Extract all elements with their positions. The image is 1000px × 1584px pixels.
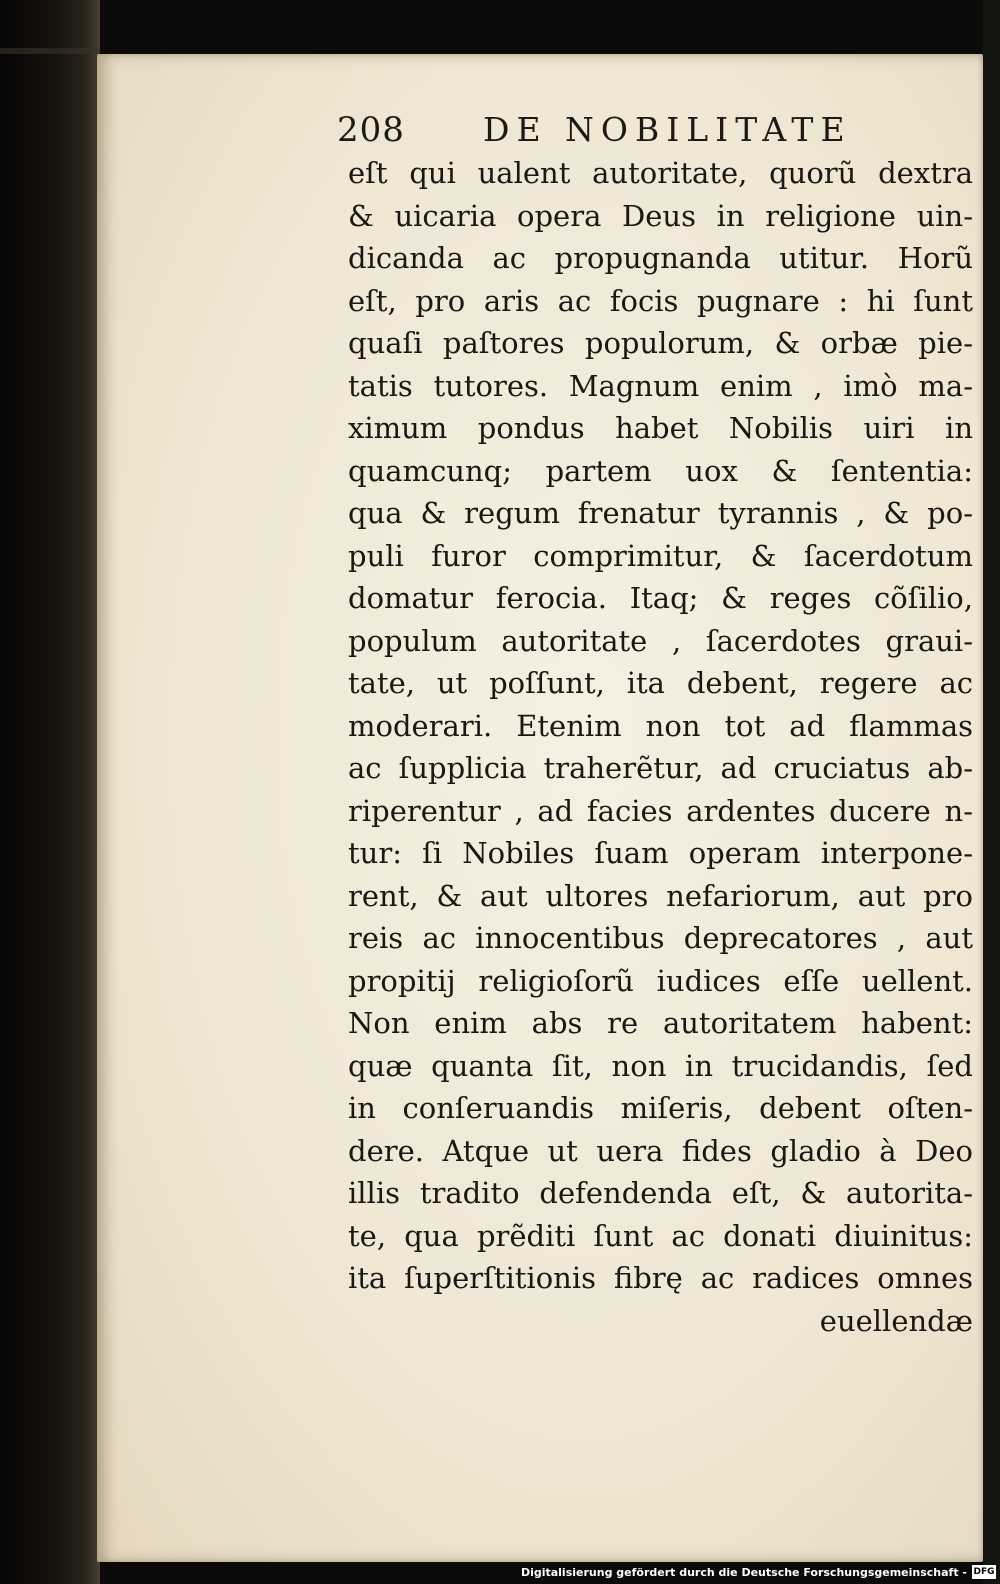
text-line: in conſeruandis miſeris, debent oſten- [348, 1091, 973, 1125]
text-line: qua & regum frenatur tyrannis , & po- [348, 496, 973, 530]
running-head: DE NOBILITATE [483, 110, 852, 149]
text-line: Non enim abs re autoritatem habent: [348, 1006, 973, 1040]
book-gutter [0, 0, 100, 1584]
text-line: rent, & aut ultores nefariorum, aut pro [348, 878, 973, 913]
text-line: dicanda ac propugnanda utitur. Horũ [348, 241, 973, 275]
catchword: euellendæ [819, 1303, 973, 1338]
text-line: & uicaria opera Deus in religione uin- [348, 198, 973, 233]
page-number: 208 [337, 110, 405, 150]
scan-border [983, 0, 1000, 1584]
text-line: riperentur , ad facies ardentes ducere n- [348, 793, 973, 828]
dfg-logo-icon: DFG [973, 1567, 995, 1577]
text-line: propitij religioſorũ iudices eſſe uellent. [348, 963, 973, 998]
text-line: dere. Atque ut uera fides gladio à Deo [348, 1133, 973, 1168]
text-line: moderari. Etenim non tot ad flammas [348, 708, 973, 743]
digitization-footer [521, 1562, 996, 1582]
text-line: quaſi paſtores populorum, & orbæ pie- [348, 326, 973, 360]
page-header [337, 110, 897, 154]
text-line: quamcunq; partem uox & ſententia: [348, 453, 973, 488]
text-line: te, qua prẽditi ſunt ac donati diuinitus: [348, 1218, 973, 1253]
text-line: populum autoritate , ſacerdotes graui- [348, 623, 973, 658]
text-line: tur: ſi Nobiles ſuam operam interpone- [348, 836, 973, 870]
text-line: eſt, pro aris ac focis pugnare : hi ſunt [348, 283, 973, 318]
text-line: tatis tutores. Magnum enim , imò ma- [348, 368, 973, 403]
footer-credit: Digitalisierung gefördert durch die Deutsche Forschungsgemeinschaft - [520, 1565, 967, 1579]
text-line: tate, ut poſſunt, ita debent, regere ac [348, 666, 973, 700]
text-line: reis ac innocentibus deprecatores , aut [348, 921, 973, 955]
text-line: domatur ferocia. Itaq; & reges cõſilio, [348, 581, 973, 615]
text-line: ac ſupplicia traherẽtur, ad cruciatus ab- [348, 751, 973, 785]
text-line: puli furor comprimitur, & ſacerdotum [348, 538, 973, 573]
text-line: illis tradito defendenda eſt, & autorita- [348, 1176, 973, 1210]
text-line: ximum pondus habet Nobilis uiri in [348, 411, 973, 445]
text-line: ita ſuperſtitionis fibrę ac radices omnes [348, 1261, 973, 1295]
body-text [348, 152, 973, 1342]
book-edge [0, 48, 100, 54]
text-line: eſt qui ualent autoritate, quorũ dextra [348, 156, 973, 190]
text-line: quæ quanta ſit, non in trucidandis, ſed [348, 1048, 973, 1083]
